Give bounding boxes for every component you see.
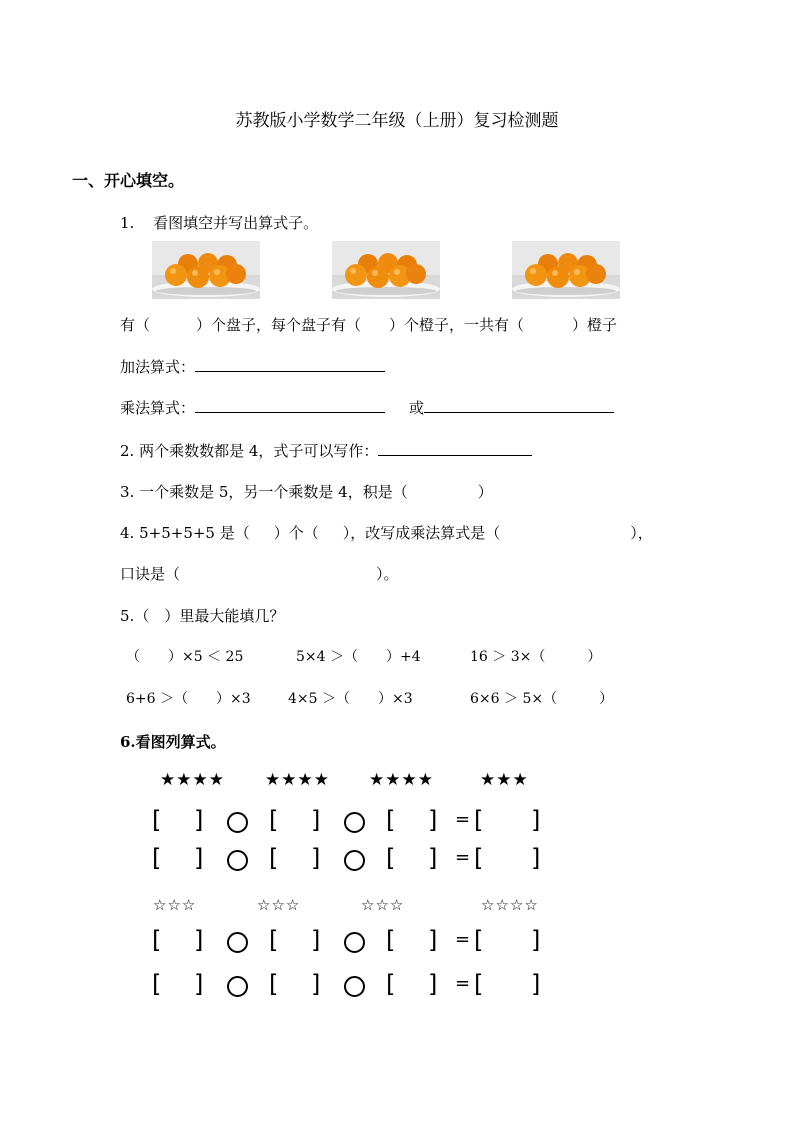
- q5-item: 6×6 ＞ 5×（ ）: [470, 691, 614, 707]
- left-bracket: [: [152, 970, 162, 998]
- orange-plate-image: [152, 241, 260, 299]
- left-bracket: [: [386, 844, 396, 872]
- question-text: 看图填空并写出算式子。: [153, 214, 319, 232]
- left-bracket: [: [269, 970, 279, 998]
- operator-circle[interactable]: [227, 850, 248, 871]
- page-title: 苏教版小学数学二年级（上册）复习检测题: [235, 111, 559, 131]
- right-bracket: ]: [531, 970, 541, 998]
- operator-circle[interactable]: [227, 932, 248, 953]
- right-bracket: ]: [428, 844, 438, 872]
- right-bracket: ]: [194, 844, 204, 872]
- fill-text: 有（: [120, 316, 151, 334]
- operator-circle[interactable]: [344, 976, 365, 997]
- question-1-prompt: [120, 212, 318, 233]
- right-bracket: ]: [531, 926, 541, 954]
- fill-text: ）橙子: [572, 316, 618, 334]
- right-bracket: ]: [428, 806, 438, 834]
- right-bracket: ]: [194, 926, 204, 954]
- fill-text: ）个橙子，一共有（: [389, 316, 525, 334]
- right-bracket: ]: [428, 926, 438, 954]
- q5-item: 5×4 ＞（ ）+4: [296, 649, 421, 665]
- question-6-label: 6.看图列算式。: [120, 733, 226, 751]
- equals-sign: =: [455, 929, 471, 950]
- fill-text: ）个盘子，每个盘子有（: [196, 316, 362, 334]
- q5-item: 16 ＞ 3×（ ）: [470, 649, 602, 665]
- question-2: [120, 440, 532, 461]
- left-bracket: [: [474, 926, 484, 954]
- right-bracket: ]: [311, 926, 321, 954]
- right-bracket: ]: [194, 970, 204, 998]
- left-bracket: [: [386, 926, 396, 954]
- left-bracket: [: [152, 806, 162, 834]
- question-text: （ ）里最大能填几？: [134, 607, 285, 625]
- question-number: 4.: [120, 524, 135, 542]
- question-number: 2.: [120, 442, 135, 460]
- question-text: ），: [630, 524, 653, 542]
- white-stars-group: ☆☆☆☆: [481, 896, 539, 914]
- black-stars-group: ★★★★: [160, 770, 225, 790]
- black-stars-group: ★★★★: [369, 770, 434, 790]
- right-bracket: ]: [531, 844, 541, 872]
- question-text: ）个（: [273, 524, 319, 542]
- white-stars-group: ☆☆☆: [361, 896, 405, 914]
- or-label: 或: [409, 399, 425, 417]
- question-4: [120, 522, 653, 543]
- question-text: 口诀是（: [120, 565, 181, 583]
- question-4-line2: [120, 563, 399, 584]
- white-stars-group: ☆☆☆: [257, 896, 301, 914]
- q5-item: （ ）×5 ＜ 25: [126, 649, 244, 665]
- question-number: 5.: [120, 607, 135, 625]
- right-bracket: ]: [194, 806, 204, 834]
- operator-circle[interactable]: [344, 932, 365, 953]
- question-text: 5+5+5+5 是（: [139, 524, 250, 542]
- question-text: 两个乘数数都是 4，式子可以写作：: [139, 442, 379, 460]
- answer-blank[interactable]: [195, 357, 385, 372]
- answer-blank[interactable]: [195, 398, 385, 413]
- left-bracket: [: [152, 844, 162, 872]
- left-bracket: [: [474, 806, 484, 834]
- operator-circle[interactable]: [344, 812, 365, 833]
- right-bracket: ]: [428, 970, 438, 998]
- question-text: ）: [477, 483, 493, 501]
- orange-plate-image: [512, 241, 620, 299]
- left-bracket: [: [386, 970, 396, 998]
- multiplication-label: 乘法算式：: [120, 399, 196, 417]
- left-bracket: [: [386, 806, 396, 834]
- multiplication-line: [120, 397, 614, 418]
- left-bracket: [: [269, 844, 279, 872]
- q5-item: 6+6 ＞（ ）×3: [126, 691, 251, 707]
- question-3: [120, 481, 493, 502]
- question-text: 一个乘数是 5，另一个乘数是 4，积是（: [139, 483, 408, 501]
- section-heading: 一、开心填空。: [72, 171, 185, 190]
- left-bracket: [: [474, 970, 484, 998]
- operator-circle[interactable]: [227, 976, 248, 997]
- question-number: 3.: [120, 483, 135, 501]
- left-bracket: [: [152, 926, 162, 954]
- left-bracket: [: [269, 806, 279, 834]
- right-bracket: ]: [311, 806, 321, 834]
- question-1-fill-line: [120, 314, 617, 335]
- question-5: [120, 605, 284, 626]
- right-bracket: ]: [311, 970, 321, 998]
- question-text: ），改写成乘法算式是（: [342, 524, 501, 542]
- black-stars-group: ★★★★: [265, 770, 330, 790]
- answer-blank[interactable]: [378, 441, 532, 456]
- equals-sign: =: [455, 973, 471, 994]
- equals-sign: =: [455, 809, 471, 830]
- operator-circle[interactable]: [227, 812, 248, 833]
- answer-blank[interactable]: [424, 398, 614, 413]
- addition-line: [120, 356, 385, 377]
- addition-label: 加法算式：: [120, 358, 196, 376]
- question-number: 1.: [120, 214, 135, 232]
- equals-sign: =: [455, 847, 471, 868]
- q5-item: 4×5 ＞（ ）×3: [288, 691, 413, 707]
- question-text: ）。: [376, 565, 399, 583]
- left-bracket: [: [474, 844, 484, 872]
- orange-plate-image: [332, 241, 440, 299]
- white-stars-group: ☆☆☆: [153, 896, 197, 914]
- right-bracket: ]: [531, 806, 541, 834]
- black-stars-group: ★★★: [480, 770, 529, 790]
- left-bracket: [: [269, 926, 279, 954]
- operator-circle[interactable]: [344, 850, 365, 871]
- right-bracket: ]: [311, 844, 321, 872]
